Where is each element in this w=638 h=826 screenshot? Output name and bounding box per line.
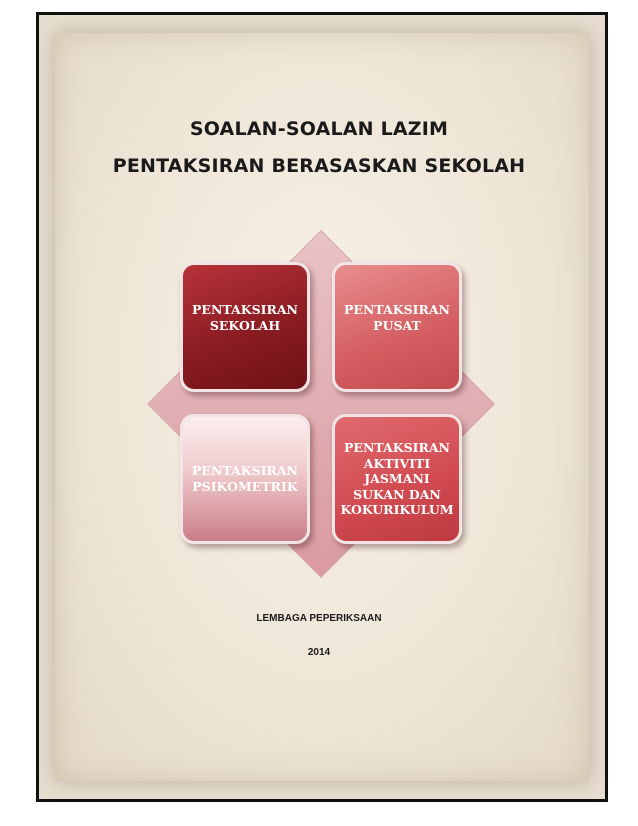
tile-pentaksiran-psikometrik: [180, 414, 310, 544]
tile-pentaksiran-sekolah: [180, 262, 310, 392]
publisher: LEMBAGA PEPERIKSAAN: [256, 613, 382, 624]
tile-label: PENTAKSIRAN AKTIVITI JASMANI SUKAN DAN KOKURIKULUM: [340, 439, 454, 518]
tile-pentaksiran-pusat: [332, 262, 462, 392]
year: 2014: [307, 647, 331, 658]
tile-label: PENTAKSIRAN PSIKOMETRIK: [192, 463, 298, 494]
tile-pentaksiran-aktiviti: [332, 414, 462, 544]
tile-label: PENTAKSIRAN SEKOLAH: [192, 302, 298, 333]
title-line-2: PENTAKSIRAN BERASASKAN SEKOLAH: [112, 155, 526, 177]
title-line-1: SOALAN-SOALAN LAZIM: [189, 118, 449, 140]
tile-label: PENTAKSIRAN PUSAT: [344, 302, 450, 333]
